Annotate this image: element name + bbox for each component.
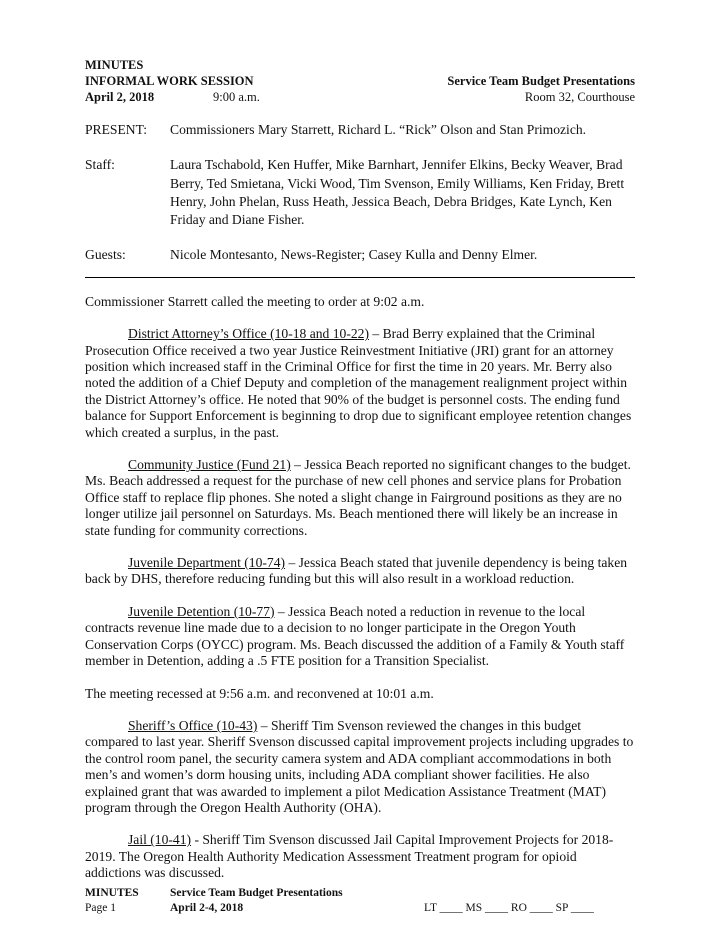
header-divider [85,277,635,278]
minutes-body [85,294,635,882]
footer-title: Service Team Budget Presentations [170,887,343,899]
staff-label: Staff: [85,157,115,173]
da-heading: District Attorney’s Office (10-18 and 10-22) [128,326,369,342]
jdet-paragraph [85,604,635,670]
jd-text: – Jessica Beach stated that juvenile dependency is being taken back by DHS, therefore reducing funding but this will also result in a workload reduction. [85,555,628,587]
sheriff-heading: Sheriff’s Office (10-43) [128,717,258,733]
da-text: – Brad Berry explained that the Criminal Prosecution Office received a two year Justice Reinvestment Initiative (JRI) grant for an attorney position which increased staff in the Criminal Office for first the time in 20 years. Mr. Berry also noted the addition of a Chief Deputy and completion of the management realignment project within the District Attorney’s office. He noted that 90% of the budget is personnel costs. The ending fund balance for Support Enforcement is beginning to drop due to significant employee retention changes which created a surplus, in the past. [85,326,632,440]
guests-label: Guests: [85,247,126,263]
jail-text: - Sheriff Tim Svenson discussed Jail Capital Improvement Projects for 2018-2019. The Oregon Health Authority Medication Assessment Treatment program for opioid addictions was discussed. [85,832,614,881]
recess-paragraph: The meeting recessed at 9:56 a.m. and reconvened at 10:01 a.m. [85,685,434,701]
footer-label: MINUTES [85,887,139,899]
minutes-page [85,57,635,882]
sheriff-text: – Sheriff Tim Svenson reviewed the changes in this budget compared to last year. Sheriff Svenson discussed capital improvement projects including upgrades to the control room panel, the security camera system and ADA compliant accommodations in both men’s and women’s dorm housing units, including ADA compliant shower facilities. He also explained grant that was awarded to implement a pilot Medication Assistance Treatment (MAT) program through the Oregon Health Authority (OHA). [85,717,634,815]
jdet-text: – Jessica Beach noted a reduction in revenue to the local contracts revenue line made due to a decision to no longer participate in the Oregon Youth Conservation Corps (OYCC) program. Ms. Beach discussed the addition of a Family & Youth staff member in Detention, adding a .5 FTE position for a Transition Specialist. [85,603,625,669]
cj-text: – Jessica Beach reported no significant changes to the budget. Ms. Beach addressed a request for the purchase of new cell phones and service plans for Probation Office staff to replace flip phones. She noted a slight change in Fairground positions as they are no longer utilize jail personnel on Saturdays. Ms. Beach mentioned there will likely be an increase in state funding for community corrections. [85,457,631,538]
jd-heading: Juvenile Department (10-74) [128,555,286,571]
meeting-location: Room 32, Courthouse [524,90,635,104]
jail-heading: Jail (10-41) [128,832,192,848]
jdet-heading: Juvenile Detention (10-77) [128,603,275,619]
meeting-time: 9:00 a.m. [213,90,260,104]
document-header [85,57,635,105]
opening-paragraph: Commissioner Starrett called the meeting to order at 9:02 a.m. [85,293,425,309]
sheriff-paragraph [85,718,635,816]
cj-paragraph [85,457,635,539]
page-number: Page 1 [85,902,116,914]
guests-row [85,246,635,264]
attendance-section [85,121,635,265]
event-title: Service Team Budget Presentations [447,74,635,88]
jail-paragraph [85,832,635,881]
initials-line: LT ____ MS ____ RO ____ SP ____ [424,902,594,914]
staff-list: Laura Tschabold, Ken Huffer, Mike Barnhart, Jennifer Elkins, Becky Weaver, Brad Berry, Ted Smietana, Vicki Wood, Tim Svenson, Emily Williams, Ken Friday, Brett Henry, John Phelan, Russ Heath, Jessica Beach, Debra Bridges, Kate Lynch, Ken Friday and Diane Fisher. [170,157,625,228]
jd-paragraph [85,555,635,588]
da-paragraph [85,326,635,441]
meeting-date: April 2, 2018 [85,90,155,104]
footer-dates: April 2-4, 2018 [170,902,244,914]
page-footer [85,886,635,916]
session-type: INFORMAL WORK SESSION [85,74,254,88]
present-label: PRESENT: [85,122,148,137]
present-row [85,121,635,139]
cj-heading: Community Justice (Fund 21) [128,457,291,473]
staff-row [85,156,635,229]
doc-title: MINUTES [85,58,144,72]
present-list: Commissioners Mary Starrett, Richard L. “Rick” Olson and Stan Primozich. [170,122,587,137]
guests-list: Nicole Montesanto, News-Register; Casey Kulla and Denny Elmer. [170,247,538,263]
